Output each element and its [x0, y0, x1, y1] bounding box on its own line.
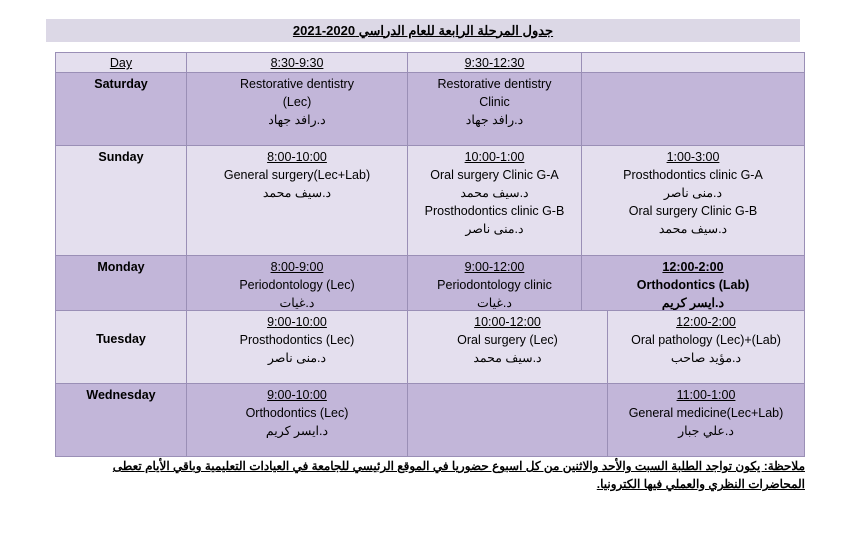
- course-name: Prosthodontics clinic G-A: [623, 168, 763, 182]
- course-name: General medicine(Lec+Lab): [628, 406, 784, 420]
- day-label-tuesday: Tuesday: [96, 332, 146, 346]
- schedule-title: جدول المرحلة الرابعة للعام الدراسي 2020-2021: [292, 22, 554, 38]
- monday-day-cell: [56, 256, 186, 310]
- instructor-name: د.سيف محمد: [473, 351, 542, 365]
- course-name: Periodontology clinic: [437, 278, 552, 292]
- course-name: Restorative dentistry: [437, 77, 552, 91]
- instructor-name: د.رافد جهاد: [465, 113, 524, 127]
- instructor-name: د.مؤيد صاحب: [670, 351, 742, 365]
- time-slot: 9:00-10:00: [267, 315, 327, 329]
- tuesday-slot1: [187, 311, 407, 383]
- sunday-slot2: [408, 146, 581, 255]
- header-day-label: Day: [109, 56, 133, 70]
- time-slot: 8:00-9:00: [270, 260, 324, 274]
- time-slot: 8:00-10:00: [267, 150, 327, 164]
- instructor-name: د.علي جبار: [678, 424, 734, 438]
- course-name: Restorative dentistry: [240, 77, 354, 91]
- saturday-slot2: [408, 73, 581, 145]
- time-slot: 10:00-1:00: [464, 150, 525, 164]
- instructor-name: د.ايسر كريم: [661, 296, 725, 310]
- instructor-name: د.غيات: [279, 296, 315, 310]
- monday-slot1: [187, 256, 407, 310]
- time-slot: 9:00-12:00: [464, 260, 525, 274]
- wednesday-day-cell: [56, 384, 186, 456]
- instructor-name: د.سيف محمد: [460, 186, 529, 200]
- header-col2-label: 9:30-12:30: [464, 56, 525, 70]
- time-slot: 9:00-10:00: [267, 388, 327, 402]
- time-slot: 11:00-1:00: [676, 388, 736, 402]
- note-line-1: ملاحظة: يكون تواجد الطلبة السبت والأحد والاثنين من كل اسبوع حضوريا في الموقع الرئيسي للجامعة في العيادات التعليمية وباقي الأيام تعطى: [112, 459, 805, 473]
- sunday-slot1: [187, 146, 407, 255]
- course-name: Orthodontics (Lab): [636, 278, 750, 292]
- wednesday-slot3: [608, 384, 804, 456]
- tuesday-slot2: [408, 311, 607, 383]
- header-col3-cell: [582, 53, 804, 72]
- instructor-name: د.غيات: [477, 296, 512, 310]
- instructor-name: د.سيف محمد: [262, 186, 332, 200]
- time-slot: 12:00-2:00: [662, 260, 724, 274]
- instructor-name: د.منى ناصر: [465, 222, 524, 236]
- schedule-table: [55, 52, 805, 457]
- header-col1-cell: [187, 53, 407, 72]
- instructor-name: د.رافد جهاد: [268, 113, 326, 127]
- attendance-note: [55, 457, 805, 493]
- header-col1-label: 8:30-9:30: [270, 56, 324, 70]
- day-label-sunday: Sunday: [98, 150, 144, 164]
- day-label-saturday: Saturday: [94, 77, 148, 91]
- saturday-slot3: [582, 73, 804, 145]
- wednesday-slot2: [408, 384, 607, 456]
- sunday-day-cell: [56, 146, 186, 255]
- sunday-slot3: [582, 146, 804, 255]
- header-day-cell: [56, 53, 186, 72]
- tuesday-slot3: [608, 311, 804, 383]
- header-col2-cell: [408, 53, 581, 72]
- instructor-name: د.ايسر كريم: [265, 424, 329, 438]
- time-slot: 10:00-12:00: [474, 315, 541, 329]
- monday-slot3: [582, 256, 804, 310]
- course-name: Prosthodontics (Lec): [239, 333, 355, 347]
- course-name: Periodontology (Lec): [239, 278, 355, 292]
- title-bar: [46, 19, 800, 42]
- day-label-wednesday: Wednesday: [86, 388, 156, 402]
- course-name: Oral pathology (Lec)+(Lab): [631, 333, 781, 347]
- saturday-slot1: [187, 73, 407, 145]
- instructor-name: د.منى ناصر: [663, 186, 723, 200]
- time-slot: 1:00-3:00: [666, 150, 720, 164]
- time-slot: 12:00-2:00: [676, 315, 736, 329]
- note-line-2: المحاضرات النظري والعملي فيها الكترونيا.: [596, 477, 805, 491]
- wednesday-slot1: [187, 384, 407, 456]
- course-name: Oral surgery (Lec): [457, 333, 558, 347]
- course-type: Clinic: [479, 95, 510, 109]
- course-name: Oral surgery Clinic G-A: [430, 168, 559, 182]
- course-type: (Lec): [282, 95, 312, 109]
- saturday-day-cell: [56, 73, 186, 145]
- course-name: Oral surgery Clinic G-B: [628, 204, 758, 218]
- instructor-name: د.سيف محمد: [658, 222, 728, 236]
- course-name: Prosthodontics clinic G-B: [424, 204, 565, 218]
- course-name: General surgery(Lec+Lab): [223, 168, 371, 182]
- course-name: Orthodontics (Lec): [245, 406, 349, 420]
- instructor-name: د.منى ناصر: [267, 351, 327, 365]
- day-label-monday: Monday: [97, 260, 145, 274]
- monday-slot2: [408, 256, 581, 310]
- tuesday-day-cell: [56, 311, 186, 383]
